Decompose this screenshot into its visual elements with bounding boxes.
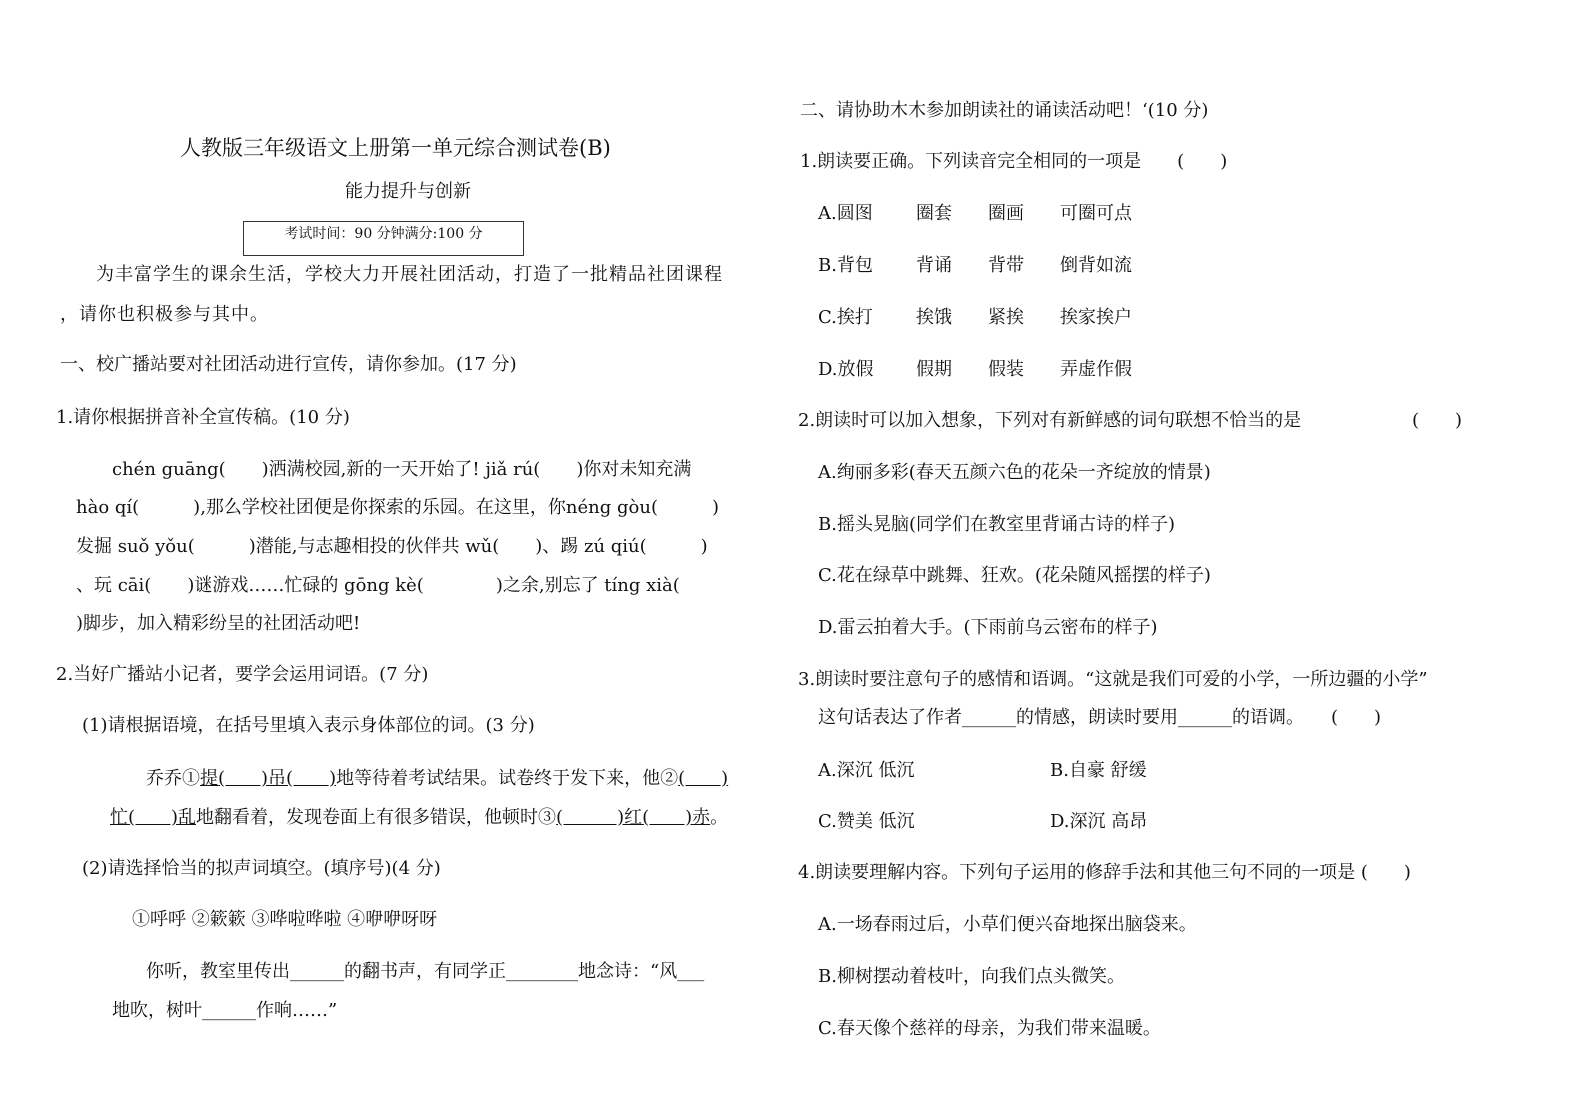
q2-part1-line2-end: 。 (710, 807, 729, 828)
blank-idiom-3[interactable]: ( )红( )赤 (556, 807, 711, 828)
q1-line-1: chén guāng( )洒满校园,新的一天开始了! jiǎ rú( )你对未知充满 (112, 459, 692, 480)
s2-q4-heading: 4.朗读要理解内容。下列句子运用的修辞手法和其他三句不同的一项是 ( ) (798, 862, 1411, 883)
s2-q4-option-c[interactable]: C.春天像个慈祥的母亲，为我们带来温暖。 (818, 1018, 1161, 1039)
q1-line-4: 、玩 cāi( )谜游戏……忙碌的 gōng kè( )之余,别忘了 tíng xià( (76, 575, 680, 596)
option-text: 背诵 (916, 255, 952, 276)
s2-q2-answer-bracket[interactable]: ( ) (1412, 410, 1463, 431)
option-text: 挨饿 (916, 307, 952, 328)
s2-q3-line-2: 这句话表达了作者______的情感，朗读时要用______的语调。 ( ) (818, 707, 1382, 728)
blank-idiom-2b[interactable]: 忙( )乱 (110, 807, 197, 828)
s2-q4-option-b[interactable]: B.柳树摆动着枝叶，向我们点头微笑。 (818, 966, 1125, 987)
q2-part2-line-1: 你听，教室里传出______的翻书声，有同学正________地念诗：“风___ (146, 961, 705, 982)
section1-heading: 一、校广播站要对社团活动进行宣传，请你参加。(17 分) (60, 354, 517, 375)
q2-part2-heading: (2)请选择恰当的拟声词填空。(填序号)(4 分) (82, 858, 441, 879)
q2-heading: 2.当好广播站小记者，要学会运用词语。(7 分) (56, 664, 429, 685)
blank-idiom-1[interactable]: 提( )吊( ) (200, 768, 337, 789)
option-text: 背带 (988, 255, 1024, 276)
s2-q2-option-a[interactable]: A.绚丽多彩(春天五颜六色的花朵一齐绽放的情景) (818, 462, 1211, 483)
option-text: 圈套 (916, 203, 952, 224)
q2-part1-line1-pre: 乔乔① (146, 768, 200, 789)
q2-part1-line-2 (110, 803, 728, 829)
s2-q2-option-b[interactable]: B.摇头晃脑(同学们在教室里背诵古诗的样子) (818, 514, 1175, 535)
option-text: 挨家挨户 (1060, 307, 1132, 328)
s2-q4-option-a[interactable]: A.一场春雨过后，小草们便兴奋地探出脑袋来。 (818, 914, 1197, 935)
section2-heading: 二、请协助木木参加朗读社的诵读活动吧！‘(10 分) (800, 100, 1209, 121)
intro-line-1: 为丰富学生的课余生活，学校大力开展社团活动，打造了一批精品社团课程 (96, 264, 723, 285)
option-text: 假装 (988, 359, 1024, 380)
option-text: 倒背如流 (1060, 255, 1132, 276)
q1-line-2: hào qí( ),那么学校社团便是你探索的乐园。在这里，你néng gòu( ) (76, 497, 720, 518)
option-text: C.挨打 (818, 307, 873, 328)
s2-q3-option-a[interactable]: A.深沉 低沉 (818, 760, 915, 781)
q2-part1-line-1 (146, 764, 728, 790)
q2-part2-options: ①呼呼 ②簌簌 ③哗啦哗啦 ④咿咿呀呀 (132, 909, 438, 930)
s2-q1-option-d[interactable] (818, 355, 1132, 381)
s2-q3-heading: 3.朗读时要注意句子的感情和语调。“这就是我们可爱的小学，一所边疆的小学” (798, 669, 1428, 690)
s2-q3-option-b[interactable]: B.自豪 舒缓 (1050, 760, 1147, 781)
s2-q3-option-c[interactable]: C.赞美 低沉 (818, 811, 915, 832)
q1-heading: 1.请你根据拼音补全宣传稿。(10 分) (56, 407, 350, 428)
option-text: 圈画 (988, 203, 1024, 224)
option-text: 可圈可点 (1060, 203, 1132, 224)
q1-line-5: )脚步，加入精彩纷呈的社团活动吧! (76, 613, 361, 634)
exam-info-box (243, 221, 524, 256)
page-subtitle: 能力提升与创新 (345, 181, 471, 202)
q2-part2-line-2: 地吹，树叶______作响……” (112, 1000, 338, 1021)
q2-part1-heading: (1)请根据语境，在括号里填入表示身体部位的词。(3 分) (82, 715, 535, 736)
option-text: A.圆图 (818, 203, 873, 224)
s2-q1-option-b[interactable] (818, 251, 1132, 277)
page-title: 人教版三年级语文上册第一单元综合测试卷(B) (180, 136, 611, 160)
q2-part1-line2-mid: 地翻看着，发现卷面上有很多错误，他顿时③ (196, 807, 557, 828)
s2-q1-heading: 1.朗读要正确。下列读音完全相同的一项是 ( ) (800, 151, 1228, 172)
exam-info-text: 考试时间：90 分钟满分:100 分 (284, 226, 483, 242)
s2-q2-heading: 2.朗读时可以加入想象，下列对有新鲜感的词句联想不恰当的是 (798, 410, 1302, 431)
s2-q2-option-c[interactable]: C.花在绿草中跳舞、狂欢。(花朵随风摇摆的样子) (818, 565, 1211, 586)
option-text: 假期 (916, 359, 952, 380)
option-text: B.背包 (818, 255, 873, 276)
blank-idiom-2a[interactable]: ( ) (678, 768, 729, 789)
s2-q2-option-d[interactable]: D.雷云拍着大手。(下雨前乌云密布的样子) (818, 617, 1158, 638)
intro-line-2: ，请你也积极参与其中。 (60, 304, 269, 325)
option-text: D.放假 (818, 359, 874, 380)
q1-line-3: 发掘 suǒ yǒu( )潜能,与志趣相投的伙伴共 wǔ( )、踢 zú qiú( ) (76, 536, 708, 557)
s2-q3-option-d[interactable]: D.深沉 高昂 (1050, 811, 1148, 832)
option-text: 紧挨 (988, 307, 1024, 328)
option-text: 弄虚作假 (1060, 359, 1132, 380)
q2-part1-line1-mid: 地等待着考试结果。试卷终于发下来，他② (336, 768, 679, 789)
s2-q1-option-c[interactable] (818, 303, 1132, 329)
s2-q1-option-a[interactable] (818, 199, 1132, 225)
